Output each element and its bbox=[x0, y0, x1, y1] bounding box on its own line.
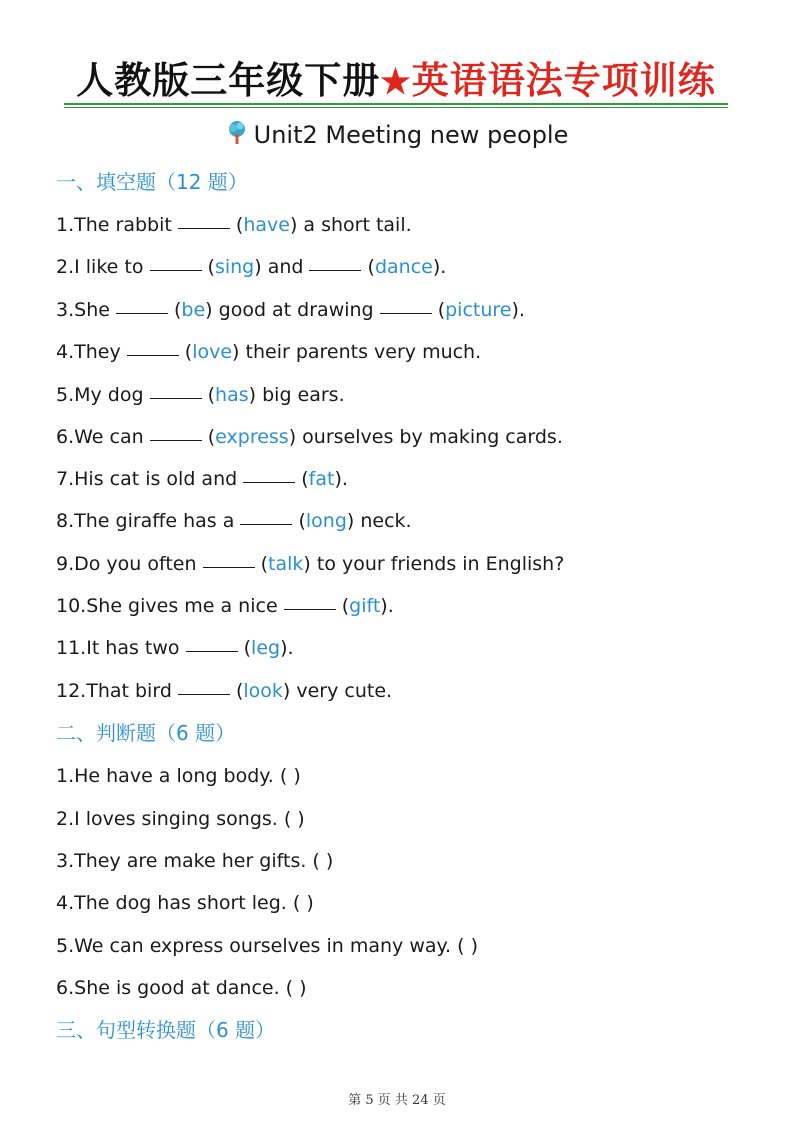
answer-blank[interactable] bbox=[309, 269, 361, 271]
unit-title: Unit2 Meeting new people bbox=[253, 121, 569, 149]
fill-in-item-2: 2.I like to (sing) and (dance). bbox=[56, 256, 447, 278]
word-hint: dance bbox=[374, 256, 433, 278]
answer-blank[interactable] bbox=[243, 481, 295, 483]
answer-blank[interactable] bbox=[127, 354, 179, 356]
fill-in-item-1: 1.The rabbit (have) a short tail. bbox=[56, 214, 412, 236]
judge-item-3: 3.They are make her gifts. ( ) bbox=[56, 850, 334, 872]
judge-item-1: 1.He have a long body. ( ) bbox=[56, 765, 301, 787]
answer-blank[interactable] bbox=[240, 523, 292, 525]
fill-in-item-8: 8.The giraffe has a (long) neck. bbox=[56, 510, 412, 532]
judge-item-4: 4.The dog has short leg. ( ) bbox=[56, 892, 314, 914]
judge-item-5: 5.We can express ourselves in many way. ( ) bbox=[56, 935, 478, 957]
page-number: 第 5 页 共 24 页 bbox=[348, 1093, 446, 1108]
title-grade-text: 人教版三年级下册 bbox=[76, 58, 381, 102]
fill-in-item-12: 12.That bird (look) very cute. bbox=[56, 680, 393, 702]
fill-in-item-11: 11.It has two (leg). bbox=[56, 637, 294, 659]
word-hint: talk bbox=[268, 553, 304, 575]
fill-in-item-4: 4.They (love) their parents very much. bbox=[56, 341, 482, 363]
title-topic-text: 英语语法专项训练 bbox=[411, 58, 716, 102]
answer-blank[interactable] bbox=[178, 693, 230, 695]
fill-in-item-5: 5.My dog (has) big ears. bbox=[56, 384, 345, 406]
judge-item-2: 2.I loves singing songs. ( ) bbox=[56, 808, 305, 830]
title-underline bbox=[64, 103, 728, 105]
judge-item-6: 6.She is good at dance. ( ) bbox=[56, 977, 307, 999]
word-hint: look bbox=[243, 680, 283, 702]
word-hint: long bbox=[305, 510, 347, 532]
answer-blank[interactable] bbox=[284, 608, 336, 610]
section-judge-heading: 二、判断题（6 题） bbox=[56, 721, 236, 745]
answer-blank[interactable] bbox=[150, 397, 202, 399]
star-icon: ★ bbox=[380, 62, 412, 102]
word-hint: leg bbox=[251, 637, 281, 659]
word-hint: express bbox=[215, 426, 289, 448]
word-hint: have bbox=[243, 214, 290, 236]
word-hint: has bbox=[215, 384, 249, 406]
answer-blank[interactable] bbox=[380, 312, 432, 314]
answer-blank[interactable] bbox=[116, 312, 168, 314]
fill-in-item-3: 3.She (be) good at drawing (picture). bbox=[56, 299, 525, 321]
tree-icon bbox=[226, 120, 248, 146]
word-hint: fat bbox=[308, 468, 335, 490]
section-fill-in-heading: 一、填空题（12 题） bbox=[56, 170, 248, 194]
fill-in-item-9: 9.Do you often (talk) to your friends in English? bbox=[56, 553, 565, 575]
worksheet-title bbox=[64, 56, 728, 106]
word-hint: picture bbox=[445, 299, 512, 321]
answer-blank[interactable] bbox=[186, 650, 238, 652]
fill-in-item-10: 10.She gives me a nice (gift). bbox=[56, 595, 394, 617]
answer-blank[interactable] bbox=[178, 227, 230, 229]
word-hint: be bbox=[181, 299, 206, 321]
unit-heading bbox=[0, 118, 794, 152]
title-underline-thin bbox=[64, 107, 728, 108]
answer-blank[interactable] bbox=[150, 439, 202, 441]
word-hint: gift bbox=[349, 595, 381, 617]
word-hint: sing bbox=[214, 256, 255, 278]
answer-blank[interactable] bbox=[203, 566, 255, 568]
fill-in-item-6: 6.We can (express) ourselves by making cards. bbox=[56, 426, 563, 448]
answer-blank[interactable] bbox=[150, 269, 202, 271]
section-transform-heading: 三、句型转换题（6 题） bbox=[56, 1018, 276, 1042]
fill-in-item-7: 7.His cat is old and (fat). bbox=[56, 468, 348, 490]
word-hint: love bbox=[192, 341, 233, 363]
